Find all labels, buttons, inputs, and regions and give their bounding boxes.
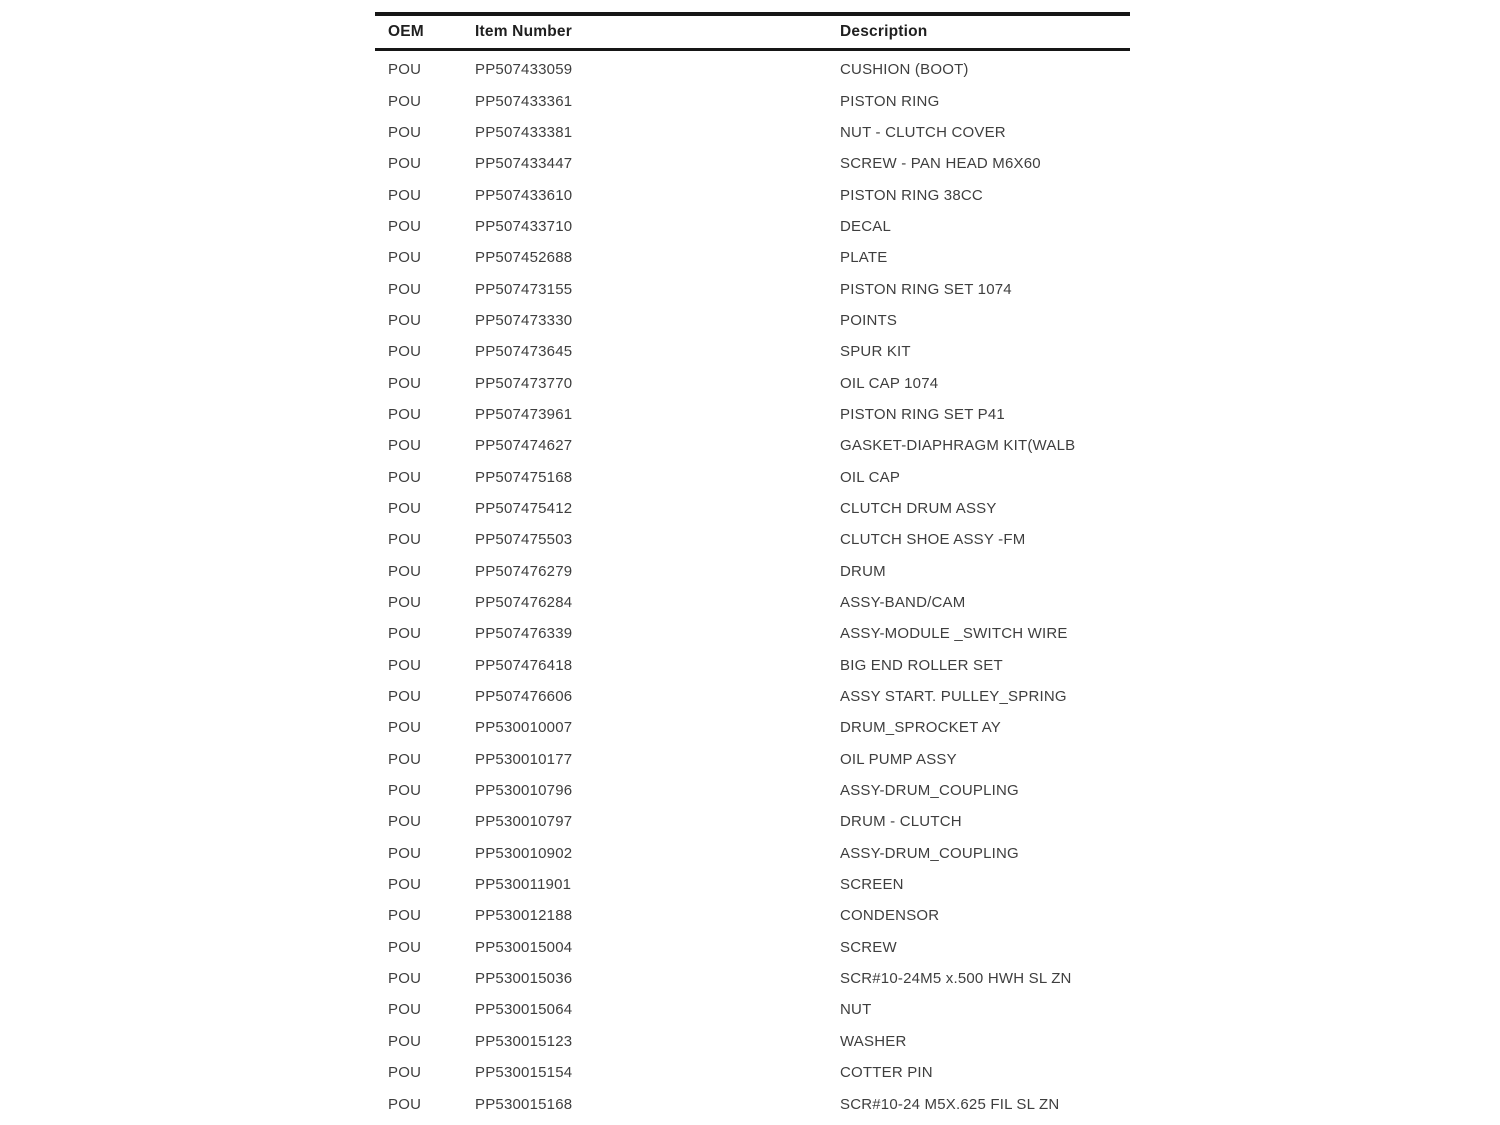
table-row <box>375 618 1130 649</box>
item-number-cell: PP507433361 <box>475 92 573 110</box>
item-number-cell: PP507433710 <box>475 217 573 235</box>
description-cell: PLATE <box>840 249 888 267</box>
table-row <box>375 85 1130 116</box>
oem-cell: POU <box>388 1095 422 1113</box>
table-row <box>375 1088 1130 1119</box>
item-number-cell: PP507473961 <box>475 405 573 423</box>
item-number-cell: PP530015154 <box>475 1064 573 1082</box>
table-row <box>375 367 1130 398</box>
table-row <box>375 336 1130 367</box>
table-row <box>375 461 1130 492</box>
oem-cell: POU <box>388 656 422 674</box>
description-cell: WASHER <box>840 1032 907 1050</box>
oem-cell: POU <box>388 405 422 423</box>
item-number-cell: PP507473155 <box>475 280 573 298</box>
parts-table <box>375 12 1130 1120</box>
oem-cell: POU <box>388 594 422 612</box>
item-number-cell: PP507474627 <box>475 437 573 455</box>
table-row <box>375 242 1130 273</box>
oem-cell: POU <box>388 1064 422 1082</box>
oem-cell: POU <box>388 876 422 894</box>
table-row <box>375 1026 1130 1057</box>
description-cell: CLUTCH DRUM ASSY <box>840 499 997 517</box>
table-row <box>375 273 1130 304</box>
table-row <box>375 493 1130 524</box>
description-cell: PISTON RING 38CC <box>840 186 983 204</box>
table-row <box>375 900 1130 931</box>
oem-cell: POU <box>388 625 422 643</box>
oem-cell: POU <box>388 1001 422 1019</box>
table-row <box>375 305 1130 336</box>
table-row <box>375 681 1130 712</box>
oem-cell: POU <box>388 813 422 831</box>
description-cell: PISTON RING SET P41 <box>840 405 1005 423</box>
description-cell: ASSY-MODULE _SWITCH WIRE <box>840 625 1068 643</box>
description-cell: CUSHION (BOOT) <box>840 61 969 79</box>
item-number-cell: PP530012188 <box>475 907 573 925</box>
description-cell: SCR#10-24M5 x.500 HWH SL ZN <box>840 970 1072 988</box>
oem-cell: POU <box>388 280 422 298</box>
item-number-cell: PP530015004 <box>475 938 573 956</box>
description-cell: GASKET-DIAPHRAGM KIT(WALB <box>840 437 1076 455</box>
column-header-item-number: Item Number <box>475 23 572 40</box>
item-number-cell: PP507476418 <box>475 656 573 674</box>
description-cell: OIL CAP 1074 <box>840 374 939 392</box>
item-number-cell: PP507452688 <box>475 249 573 267</box>
description-cell: SPUR KIT <box>840 343 911 361</box>
table-row <box>375 148 1130 179</box>
description-cell: SCREW - PAN HEAD M6X60 <box>840 155 1041 173</box>
oem-cell: POU <box>388 688 422 706</box>
item-number-cell: PP507476279 <box>475 562 573 580</box>
oem-cell: POU <box>388 782 422 800</box>
table-row <box>375 775 1130 806</box>
item-number-cell: PP507475168 <box>475 468 573 486</box>
item-number-cell: PP507473770 <box>475 374 573 392</box>
description-cell: DECAL <box>840 217 892 235</box>
item-number-cell: PP507475503 <box>475 531 573 549</box>
description-cell: COTTER PIN <box>840 1064 933 1082</box>
description-cell: ASSY-BAND/CAM <box>840 594 966 612</box>
table-row <box>375 430 1130 461</box>
item-number-cell: PP530015036 <box>475 970 573 988</box>
item-number-cell: PP530010007 <box>475 719 573 737</box>
item-number-cell: PP530010902 <box>475 844 573 862</box>
oem-cell: POU <box>388 719 422 737</box>
description-cell: NUT - CLUTCH COVER <box>840 123 1006 141</box>
oem-cell: POU <box>388 750 422 768</box>
description-cell: SCREEN <box>840 876 904 894</box>
oem-cell: POU <box>388 311 422 329</box>
oem-cell: POU <box>388 938 422 956</box>
oem-cell: POU <box>388 468 422 486</box>
table-rows <box>375 51 1130 1120</box>
oem-cell: POU <box>388 844 422 862</box>
oem-cell: POU <box>388 123 422 141</box>
description-cell: SCREW <box>840 938 897 956</box>
oem-cell: POU <box>388 970 422 988</box>
item-number-cell: PP530015064 <box>475 1001 573 1019</box>
description-cell: CLUTCH SHOE ASSY -FM <box>840 531 1026 549</box>
item-number-cell: PP507476284 <box>475 594 573 612</box>
description-cell: DRUM - CLUTCH <box>840 813 962 831</box>
item-number-cell: PP507476339 <box>475 625 573 643</box>
item-number-cell: PP507476606 <box>475 688 573 706</box>
oem-cell: POU <box>388 374 422 392</box>
description-cell: OIL CAP <box>840 468 901 486</box>
oem-cell: POU <box>388 1032 422 1050</box>
description-cell: DRUM_SPROCKET AY <box>840 719 1002 737</box>
table-row <box>375 587 1130 618</box>
table-row <box>375 211 1130 242</box>
table-row <box>375 744 1130 775</box>
oem-cell: POU <box>388 437 422 455</box>
item-number-cell: PP507433381 <box>475 123 573 141</box>
table-row <box>375 712 1130 743</box>
table-header-row <box>375 16 1130 48</box>
item-number-cell: PP530011901 <box>475 876 572 894</box>
table-row <box>375 650 1130 681</box>
oem-cell: POU <box>388 61 422 79</box>
item-number-cell: PP530010796 <box>475 782 573 800</box>
table-row <box>375 179 1130 210</box>
item-number-cell: PP507433610 <box>475 186 573 204</box>
description-cell: NUT <box>840 1001 872 1019</box>
item-number-cell: PP530015168 <box>475 1095 573 1113</box>
oem-cell: POU <box>388 155 422 173</box>
oem-cell: POU <box>388 343 422 361</box>
item-number-cell: PP530015123 <box>475 1032 573 1050</box>
oem-cell: POU <box>388 186 422 204</box>
oem-cell: POU <box>388 249 422 267</box>
description-cell: PISTON RING SET 1074 <box>840 280 1012 298</box>
item-number-cell: PP507473645 <box>475 343 573 361</box>
oem-cell: POU <box>388 907 422 925</box>
oem-cell: POU <box>388 562 422 580</box>
oem-cell: POU <box>388 531 422 549</box>
description-cell: SCR#10-24 M5X.625 FIL SL ZN <box>840 1095 1060 1113</box>
table-row <box>375 994 1130 1025</box>
description-cell: ASSY START. PULLEY_SPRING <box>840 688 1067 706</box>
oem-cell: POU <box>388 499 422 517</box>
oem-cell: POU <box>388 217 422 235</box>
item-number-cell: PP507473330 <box>475 311 573 329</box>
table-row <box>375 556 1130 587</box>
table-row <box>375 54 1130 85</box>
item-number-cell: PP507433059 <box>475 61 573 79</box>
table-row <box>375 524 1130 555</box>
table-row <box>375 1057 1130 1088</box>
description-cell: CONDENSOR <box>840 907 940 925</box>
item-number-cell: PP530010177 <box>475 750 573 768</box>
item-number-cell: PP530010797 <box>475 813 573 831</box>
table-row <box>375 963 1130 994</box>
item-number-cell: PP507475412 <box>475 499 573 517</box>
description-cell: ASSY-DRUM_COUPLING <box>840 844 1019 862</box>
oem-cell: POU <box>388 92 422 110</box>
description-cell: DRUM <box>840 562 886 580</box>
table-row <box>375 932 1130 963</box>
table-row <box>375 869 1130 900</box>
description-cell: PISTON RING <box>840 92 940 110</box>
description-cell: BIG END ROLLER SET <box>840 656 1003 674</box>
table-row <box>375 117 1130 148</box>
description-cell: ASSY-DRUM_COUPLING <box>840 782 1019 800</box>
column-header-oem: OEM <box>388 23 424 40</box>
table-row <box>375 838 1130 869</box>
table-row <box>375 806 1130 837</box>
description-cell: OIL PUMP ASSY <box>840 750 957 768</box>
item-number-cell: PP507433447 <box>475 155 573 173</box>
description-cell: POINTS <box>840 311 898 329</box>
column-header-description: Description <box>840 23 928 40</box>
table-row <box>375 399 1130 430</box>
